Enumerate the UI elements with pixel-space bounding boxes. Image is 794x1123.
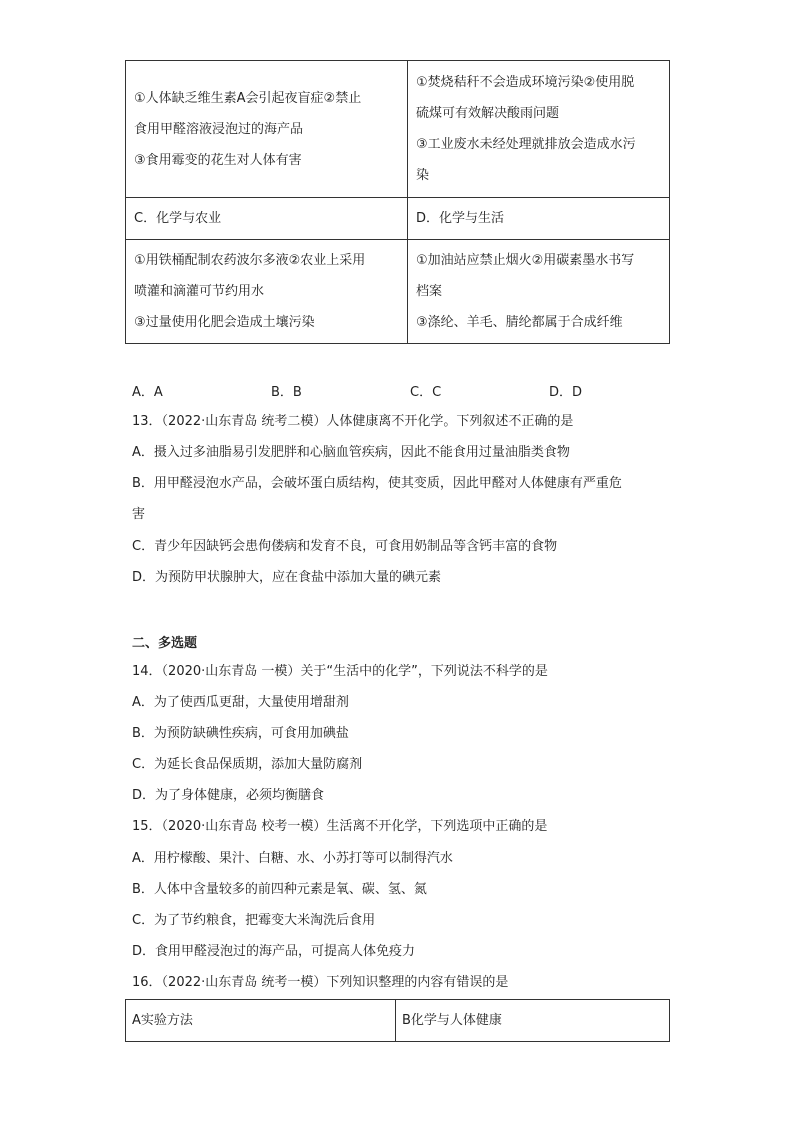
table-header-c: C．化学与农业 [126, 198, 408, 240]
q14-stem: 14．（2020·山东青岛 一模）关于“生活中的化学”，下列说法不科学的是 [132, 664, 548, 679]
table-row [126, 61, 670, 198]
q15-option-d: D．食用甲醛浸泡过的海产品，可提高人体免疫力 [132, 944, 416, 959]
table-cell-a-content: ①人体缺乏维生素A会引起夜盲症②禁止 食用甲醛溶液浸泡过的海产品 ③食用霉变的花生对人体有害 [126, 61, 408, 198]
table-row [126, 1000, 670, 1042]
q14-option-a: A．为了使西瓜更甜，大量使用增甜剂 [132, 695, 349, 710]
q15-stem: 15．（2020·山东青岛 校考一模）生活离不开化学，下列选项中正确的是 [132, 819, 548, 834]
table-header-b: B化学与人体健康 [396, 1000, 670, 1042]
table-cell-b-content: ①焚烧秸秆不会造成环境污染②使用脱 硫煤可有效解决酸雨问题 ③工业废水未经处理就排放会造成水污 染 [408, 61, 670, 198]
q13-option-c: C．青少年因缺钙会患佝偻病和发育不良，可食用奶制品等含钙丰富的食物 [132, 539, 558, 554]
q15-option-b: B．人体中含量较多的前四种元素是氧、碳、氢、氮 [132, 882, 427, 897]
knowledge-table-1 [125, 60, 670, 344]
q16-stem: 16．（2022·山东青岛 统考一模）下列知识整理的内容有错误的是 [132, 975, 509, 990]
q13-option-d: D．为预防甲状腺肿大，应在食盐中添加大量的碘元素 [132, 570, 442, 585]
table-row [126, 198, 670, 240]
choice-c: C．C [410, 385, 442, 400]
q13-option-b: B．用甲醛浸泡水产品，会破坏蛋白质结构，使其变质，因此甲醛对人体健康有严重危 [132, 476, 622, 491]
section-title: 二、多选题 [132, 636, 198, 651]
choice-d: D．D [549, 385, 583, 400]
table-header-d: D．化学与生活 [408, 198, 670, 240]
q13-stem: 13．（2022·山东青岛 统考二模）人体健康离不开化学。下列叙述不正确的是 [132, 414, 574, 429]
q14-option-b: B．为预防缺碘性疾病，可食用加碘盐 [132, 726, 349, 741]
table-cell-c-content: ①用铁桶配制农药波尔多液②农业上采用 喷灌和滴灌可节约用水 ③过量使用化肥会造成土壤污染 [126, 240, 408, 344]
choice-b: B．B [271, 385, 302, 400]
q12-choices [132, 381, 652, 401]
q15-option-c: C．为了节约粮食，把霉变大米淘洗后食用 [132, 913, 376, 928]
q13-option-b-cont: 害 [132, 507, 146, 522]
q14-option-d: D．为了身体健康，必须均衡膳食 [132, 788, 325, 803]
table-cell-d-content: ①加油站应禁止烟火②用碳素墨水书写 档案 ③涤纶、羊毛、腈纶都属于合成纤维 [408, 240, 670, 344]
table-header-a: A实验方法 [126, 1000, 396, 1042]
q15-option-a: A．用柠檬酸、果汁、白糖、水、小苏打等可以制得汽水 [132, 851, 453, 866]
knowledge-table-2 [125, 999, 670, 1042]
choice-a: A．A [132, 385, 163, 400]
q14-option-c: C．为延长食品保质期，添加大量防腐剂 [132, 757, 363, 772]
q13-option-a: A．摄入过多油脂易引发肥胖和心脑血管疾病，因此不能食用过量油脂类食物 [132, 445, 570, 460]
table-row [126, 240, 670, 344]
